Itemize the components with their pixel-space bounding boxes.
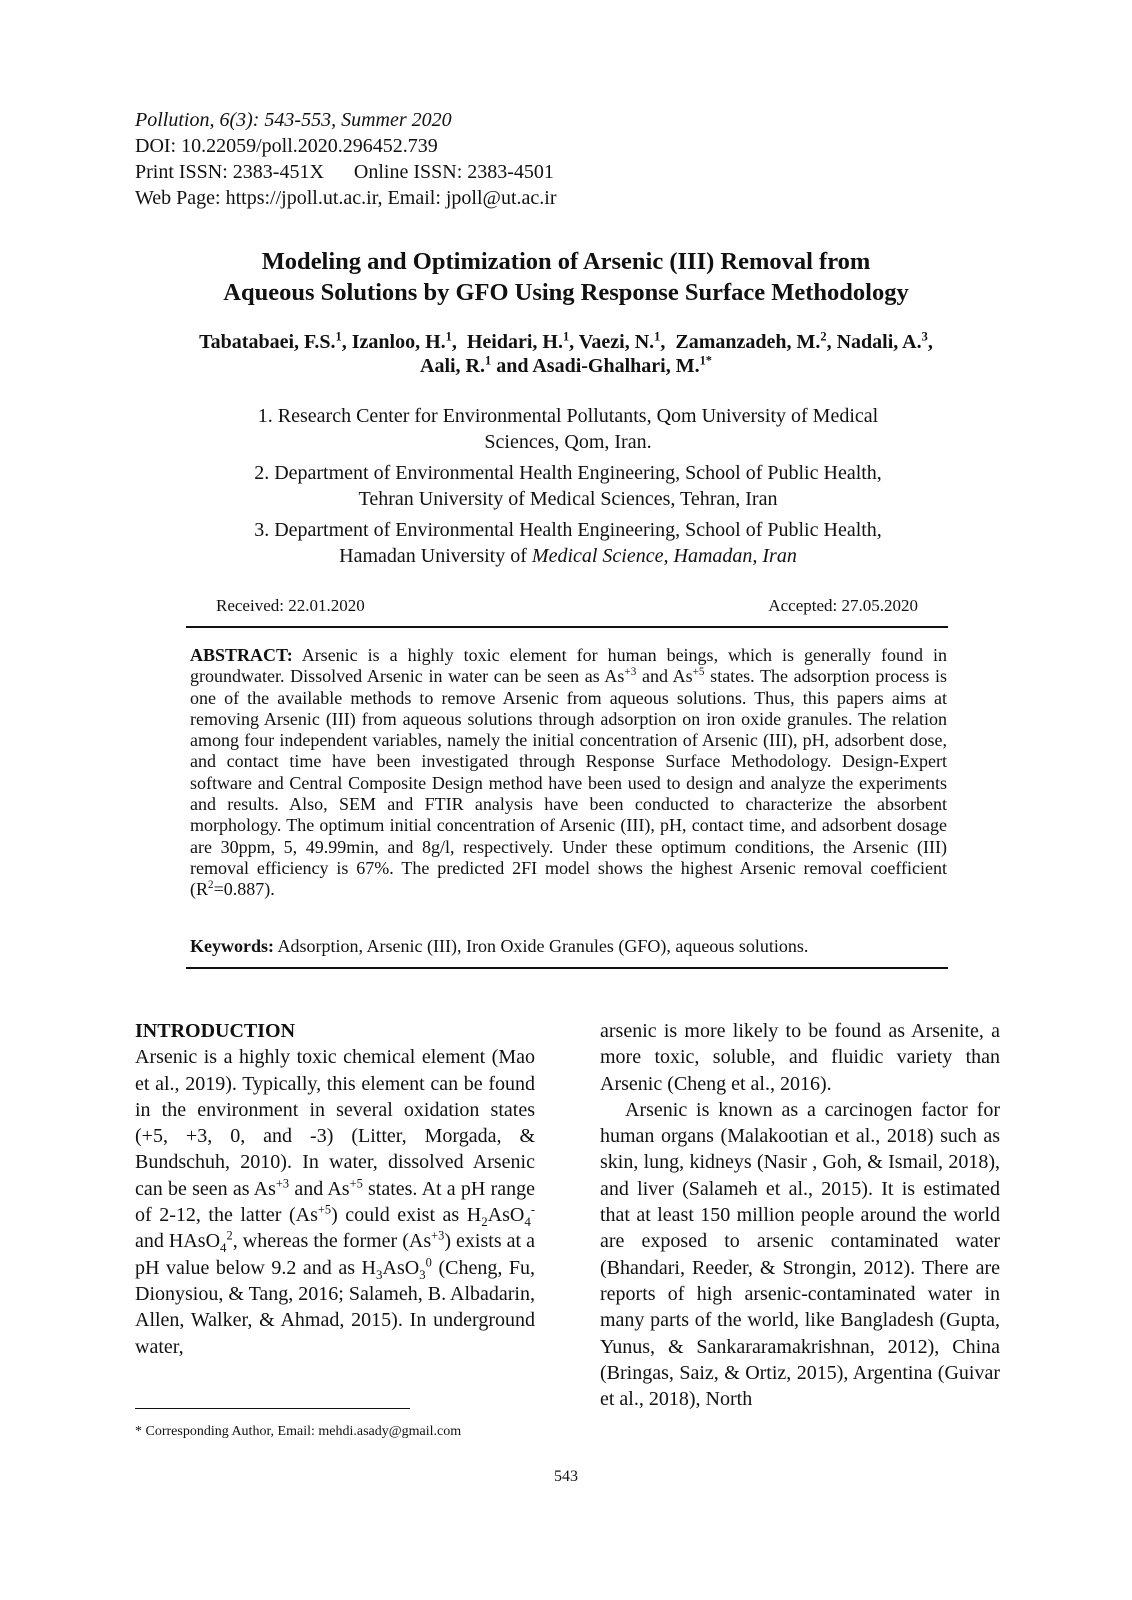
- keywords: [190, 935, 947, 957]
- left-column: [135, 1018, 535, 1360]
- affiliation-line: 1. Research Center for Environmental Pollutants, Qom University of Medical: [257, 405, 879, 427]
- abstract-bottom-rule: [186, 967, 948, 969]
- subscript: 3: [376, 1266, 383, 1282]
- abstract-text: =0.887).: [213, 879, 275, 900]
- superscript: +5: [692, 666, 705, 679]
- author-affil-mark: 1: [562, 329, 570, 344]
- footnote-rule: [135, 1408, 410, 1409]
- affiliation-1: [190, 403, 946, 455]
- author-name: Heidari, H.: [466, 331, 563, 353]
- superscript: 2: [226, 1228, 233, 1243]
- abstract-text: and As: [636, 666, 693, 687]
- authors-line-2: [0, 354, 1132, 378]
- affiliation-line: Sciences, Qom, Iran.: [484, 431, 652, 453]
- author-name: Nadali, A.: [836, 331, 922, 353]
- title-line-2: Aqueous Solutions by GFO Using Response Surface Methodology: [223, 279, 909, 306]
- affiliation-line: [190, 543, 946, 569]
- paper-title: [0, 246, 1132, 308]
- web-line: Web Page: https://jpoll.ut.ac.ir, Email: jpoll@ut.ac.ir: [135, 187, 557, 209]
- body-text: states. At a pH range of 2-12, the latter (As: [135, 1177, 536, 1227]
- author-affil-mark: 1: [485, 353, 492, 368]
- abstract: [190, 645, 947, 901]
- affiliations: [190, 403, 946, 574]
- keywords-label: Keywords:: [190, 936, 274, 956]
- abstract-top-rule: [186, 626, 948, 628]
- superscript: +5: [349, 1176, 363, 1191]
- accepted-date: Accepted: 27.05.2020: [768, 596, 918, 615]
- subscript: 4: [220, 1240, 227, 1256]
- journal-header: [135, 107, 556, 211]
- intro-paragraph-1: [135, 1044, 535, 1360]
- affiliation-line: 2. Department of Environmental Health Engineering, School of Public Health,: [254, 462, 882, 484]
- intro-paragraph-2: Arsenic is known as a carcinogen factor for human organs (Malakootian et al., 2018) such as skin, lung, kidneys (Nasir , Goh, & Ismail, 2018), and liver (Salameh et al., 2015). It is estimated that at least 150 million people around the world are exposed to arsenic contaminated water (Bhandari, Reeder, & Strongin, 2012). There are reports of high arsenic-contaminated water in many parts of the world, like Bangladesh (Gupta, Yunus, & Sankararamakrishnan, 2012), China (Bringas, Saiz, & Ortiz, 2015), Argentina (Guivar et al., 2018), North: [600, 1098, 1000, 1411]
- affiliation-italic-text: Medical Science, Hamadan, Iran: [531, 545, 797, 567]
- corresponding-author-footnote: * Corresponding Author, Email: mehdi.asady@gmail.com: [135, 1424, 462, 1439]
- body-text: ) could exist as H: [331, 1204, 482, 1227]
- body-text: and HAsO: [135, 1230, 221, 1253]
- doi-line: DOI: 10.22059/poll.2020.296452.739: [135, 135, 438, 157]
- subscript: 2: [481, 1214, 488, 1230]
- author-separator: ,: [341, 331, 352, 353]
- superscript: -: [530, 1202, 535, 1217]
- keywords-text: Adsorption, Arsenic (III), Iron Oxide Granules (GFO), aqueous solutions.: [274, 936, 809, 956]
- author-affil-mark: 3: [921, 329, 928, 344]
- author-name: Vaezi, N.: [578, 331, 655, 353]
- submission-dates: [216, 596, 918, 616]
- author-name: Asadi-Ghalhari, M.: [532, 355, 700, 377]
- body-text: (Cheng, Fu, Dionysiou, & Tang, 2016; Salameh, B. Albadarin, Allen, Walker, & Ahmad, 2015). In underground water,: [135, 1256, 535, 1358]
- author-list: [0, 330, 1132, 378]
- abstract-text: Arsenic is a highly toxic element for human beings, which is generally found in groundwater. Dissolved Arsenic in water can be seen as As: [190, 645, 947, 687]
- superscript: +3: [431, 1228, 445, 1243]
- subscript: 4: [524, 1214, 531, 1230]
- received-date: Received: 22.01.2020: [216, 596, 365, 615]
- section-heading: INTRODUCTION: [135, 1020, 296, 1042]
- body-text: and As: [289, 1177, 350, 1200]
- authors-line-1: [0, 330, 1132, 354]
- body-text: , whereas the former (As: [232, 1230, 432, 1253]
- author-separator: ,: [569, 331, 579, 353]
- abstract-text: states. The adsorption process is one of the available methods to remove Arsenic from aqueous solutions. Thus, this papers aims at removing Arsenic (III) from aqueous solutions through adsorption on iron oxide granules. The relation among four independent variables, namely the initial concentration of Arsenic (III), pH, adsorbent dose, and contact time have been investigated through Response Surface Methodology. Design-Expert software and Central Composite Design method have been used to design and analyze the experiments and results. Also, SEM and FTIR analysis have been conducted to characterize the absorbent morphology. The optimum initial concentration of Arsenic (III), pH, contact time, and adsorbent dosage are 30ppm, 5, 49.99min, and 8g/l, respectively. Under these optimum conditions, the Arsenic (III) removal efficiency is 67%. The predicted 2FI model shows the highest Arsenic removal coefficient (R: [190, 666, 947, 900]
- author-affil-mark: 1: [654, 329, 661, 344]
- title-line-1: Modeling and Optimization of Arsenic (III) Removal from: [261, 248, 871, 275]
- abstract-label: ABSTRACT:: [190, 645, 293, 665]
- author-separator: ,: [451, 331, 467, 353]
- superscript: +3: [275, 1176, 290, 1191]
- author-separator: ,: [660, 331, 676, 353]
- affiliation-text: Hamadan University of: [339, 545, 532, 567]
- author-separator: and: [491, 355, 533, 377]
- author-name: Izanloo, H.: [351, 331, 446, 353]
- author-affil-mark: 1: [335, 329, 342, 344]
- author-affil-mark: 1: [445, 329, 452, 344]
- superscript: 0: [425, 1255, 432, 1270]
- superscript: +3: [624, 666, 637, 679]
- body-text: AsO: [382, 1256, 420, 1279]
- author-affil-mark: 2: [820, 329, 827, 344]
- issn-line: Print ISSN: 2383-451X Online ISSN: 2383-4501: [135, 161, 554, 183]
- intro-paragraph-continued: arsenic is more likely to be found as Arsenite, a more toxic, soluble, and fluidic variety than Arsenic (Cheng et al., 2016).: [600, 1020, 1000, 1095]
- author-name: Tabatabaei, F.S.: [199, 331, 336, 353]
- author-name: Zamanzadeh, M.: [675, 331, 821, 353]
- affiliation-2: [190, 460, 946, 512]
- body-text: Arsenic is a highly toxic chemical element (Mao et al., 2019). Typically, this element can be found in the environment in several oxidation states (+5, +3, 0, and -3) (Litter, Morgada, & Bundschuh, 2010). In water, dissolved Arsenic can be seen as As: [135, 1046, 535, 1200]
- body-text: ) exists at a pH value below 9.2 and as H: [135, 1230, 535, 1279]
- author-separator: ,: [927, 331, 933, 353]
- affiliation-3: [190, 517, 946, 569]
- subscript: 3: [419, 1266, 426, 1282]
- author-affil-mark: 1*: [699, 353, 712, 368]
- superscript: 2: [208, 879, 214, 892]
- author-name: Aali, R.: [420, 355, 485, 377]
- body-text: AsO: [487, 1204, 525, 1227]
- superscript: +5: [317, 1202, 332, 1217]
- affiliation-line: Tehran University of Medical Sciences, Tehran, Iran: [358, 488, 778, 510]
- author-separator: ,: [826, 331, 837, 353]
- affiliation-line: 3. Department of Environmental Health Engineering, School of Public Health,: [254, 519, 882, 541]
- journal-citation: Pollution, 6(3): 543-553, Summer 2020: [135, 109, 452, 131]
- right-column: [600, 1018, 1000, 1412]
- page-number: 543: [554, 1468, 578, 1485]
